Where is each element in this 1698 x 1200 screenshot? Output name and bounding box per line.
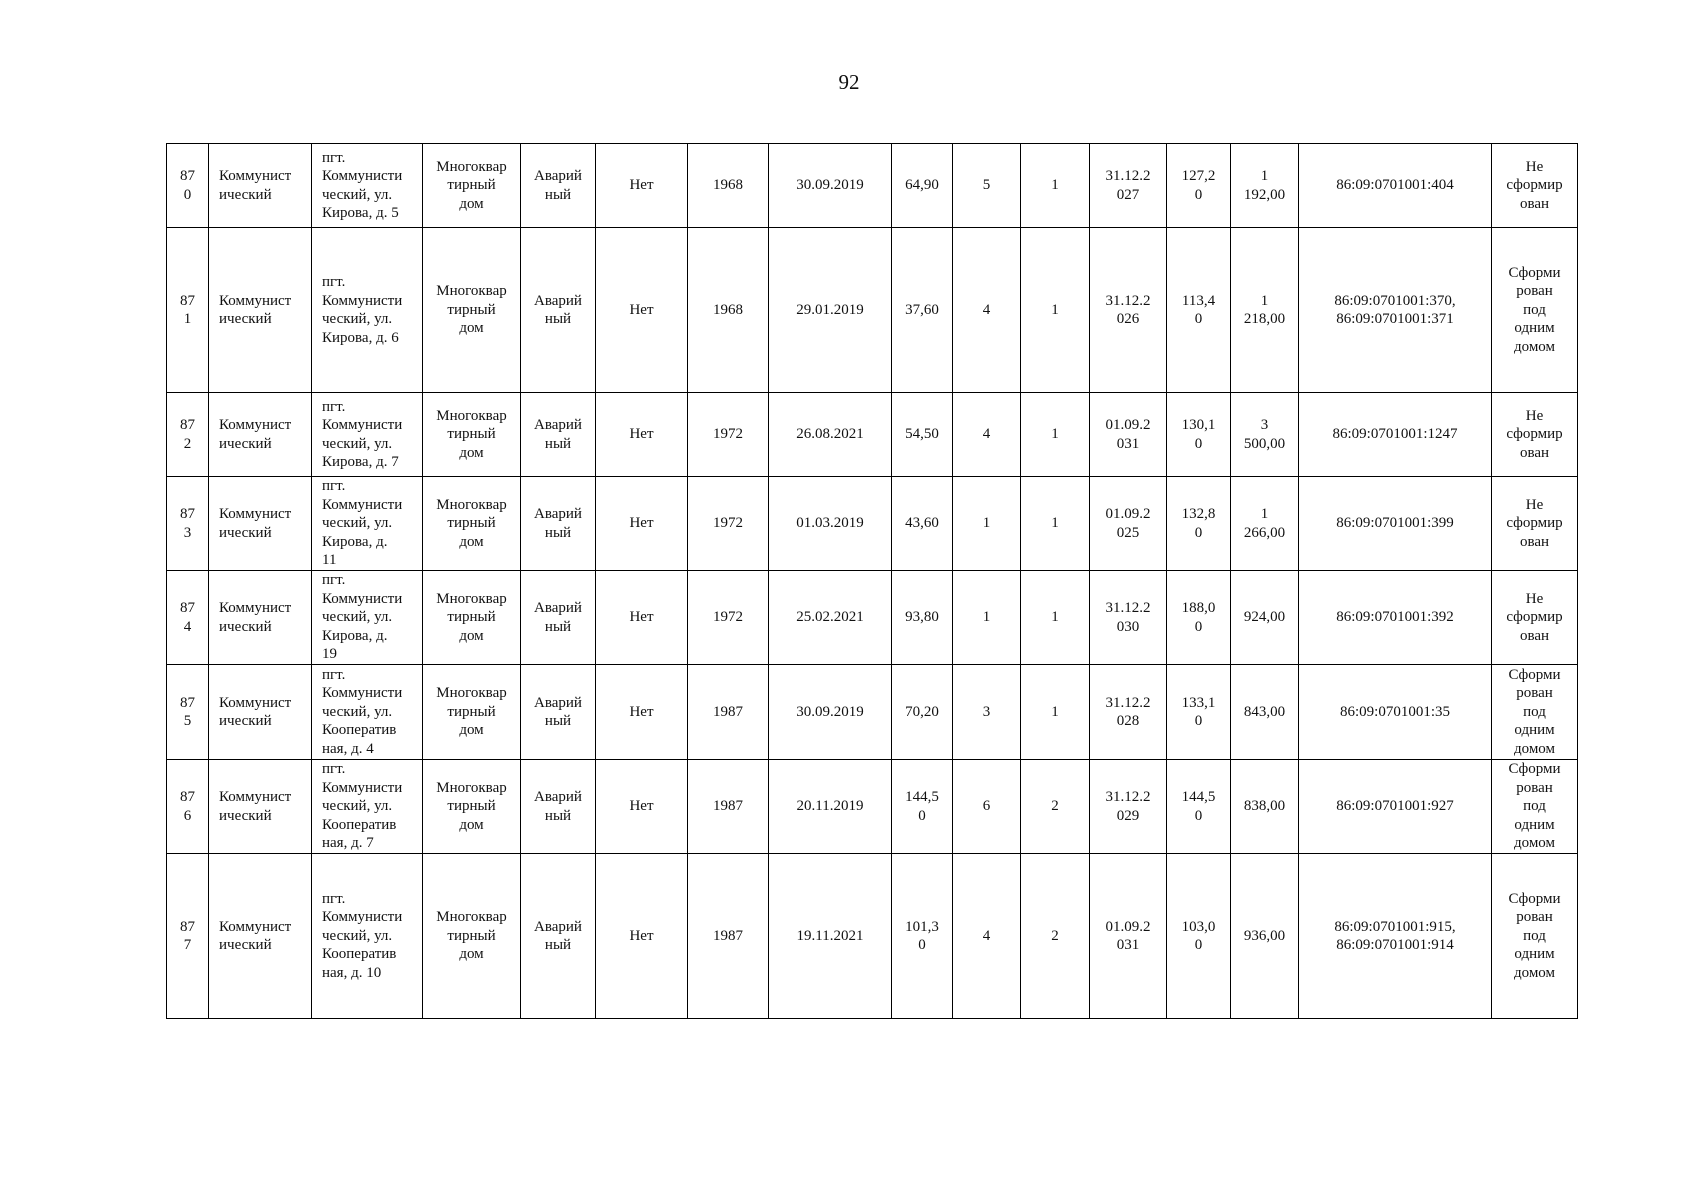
deadline-cell: 01.09.2 031 — [1090, 854, 1167, 1019]
cost-cell: 838,00 — [1231, 760, 1299, 854]
deadline-cell: 31.12.2 026 — [1090, 228, 1167, 393]
address-cell: пгт. Коммунисти ческий, ул. Кирова, д. 19 — [312, 571, 423, 665]
total-area-cell: 132,8 0 — [1167, 477, 1231, 571]
area-cell: 101,3 0 — [892, 854, 953, 1019]
municipality-cell: Коммунист ический — [209, 393, 312, 477]
land-status-cell: Не сформир ован — [1492, 144, 1578, 228]
year-cell: 1972 — [688, 571, 769, 665]
building-type-cell: Многоквар тирный дом — [423, 760, 521, 854]
residents-cell: 6 — [953, 760, 1021, 854]
date-cell: 30.09.2019 — [769, 665, 892, 760]
condition-cell: Аварий ный — [521, 571, 596, 665]
cost-cell: 1 192,00 — [1231, 144, 1299, 228]
count-cell: 1 — [1021, 144, 1090, 228]
land-status-cell: Сформи рован под одним домом — [1492, 228, 1578, 393]
row-number-cell: 87 0 — [167, 144, 209, 228]
building-type-cell: Многоквар тирный дом — [423, 228, 521, 393]
municipality-cell: Коммунист ический — [209, 571, 312, 665]
address-cell: пгт. Коммунисти ческий, ул. Кооператив ная, д. 7 — [312, 760, 423, 854]
condition-cell: Аварий ный — [521, 854, 596, 1019]
year-cell: 1972 — [688, 393, 769, 477]
building-type-cell: Многоквар тирный дом — [423, 144, 521, 228]
flag-cell: Нет — [596, 571, 688, 665]
address-cell: пгт. Коммунисти ческий, ул. Кирова, д. 11 — [312, 477, 423, 571]
area-cell: 93,80 — [892, 571, 953, 665]
year-cell: 1987 — [688, 760, 769, 854]
date-cell: 20.11.2019 — [769, 760, 892, 854]
flag-cell: Нет — [596, 228, 688, 393]
row-number-cell: 87 2 — [167, 393, 209, 477]
area-cell: 37,60 — [892, 228, 953, 393]
address-cell: пгт. Коммунисти ческий, ул. Кирова, д. 7 — [312, 393, 423, 477]
table-row — [167, 760, 1578, 854]
flag-cell: Нет — [596, 477, 688, 571]
deadline-cell: 31.12.2 030 — [1090, 571, 1167, 665]
deadline-cell: 01.09.2 031 — [1090, 393, 1167, 477]
residents-cell: 4 — [953, 393, 1021, 477]
cost-cell: 1 218,00 — [1231, 228, 1299, 393]
building-type-cell: Многоквар тирный дом — [423, 854, 521, 1019]
condition-cell: Аварий ный — [521, 477, 596, 571]
flag-cell: Нет — [596, 760, 688, 854]
count-cell: 2 — [1021, 854, 1090, 1019]
table-row — [167, 571, 1578, 665]
housing-registry-table — [166, 143, 1578, 1019]
cadastral-number-cell: 86:09:0701001:404 — [1299, 144, 1492, 228]
condition-cell: Аварий ный — [521, 393, 596, 477]
cost-cell: 3 500,00 — [1231, 393, 1299, 477]
land-status-cell: Сформи рован под одним домом — [1492, 665, 1578, 760]
deadline-cell: 31.12.2 028 — [1090, 665, 1167, 760]
cadastral-number-cell: 86:09:0701001:915, 86:09:0701001:914 — [1299, 854, 1492, 1019]
year-cell: 1972 — [688, 477, 769, 571]
municipality-cell: Коммунист ический — [209, 477, 312, 571]
count-cell: 2 — [1021, 760, 1090, 854]
date-cell: 29.01.2019 — [769, 228, 892, 393]
cadastral-number-cell: 86:09:0701001:35 — [1299, 665, 1492, 760]
total-area-cell: 130,1 0 — [1167, 393, 1231, 477]
municipality-cell: Коммунист ический — [209, 665, 312, 760]
land-status-cell: Не сформир ован — [1492, 393, 1578, 477]
row-number-cell: 87 6 — [167, 760, 209, 854]
building-type-cell: Многоквар тирный дом — [423, 571, 521, 665]
total-area-cell: 127,2 0 — [1167, 144, 1231, 228]
flag-cell: Нет — [596, 144, 688, 228]
condition-cell: Аварий ный — [521, 144, 596, 228]
row-number-cell: 87 4 — [167, 571, 209, 665]
count-cell: 1 — [1021, 477, 1090, 571]
total-area-cell: 133,1 0 — [1167, 665, 1231, 760]
count-cell: 1 — [1021, 571, 1090, 665]
count-cell: 1 — [1021, 228, 1090, 393]
residents-cell: 1 — [953, 571, 1021, 665]
municipality-cell: Коммунист ический — [209, 228, 312, 393]
cadastral-number-cell: 86:09:0701001:1247 — [1299, 393, 1492, 477]
cost-cell: 1 266,00 — [1231, 477, 1299, 571]
row-number-cell: 87 1 — [167, 228, 209, 393]
flag-cell: Нет — [596, 393, 688, 477]
total-area-cell: 144,5 0 — [1167, 760, 1231, 854]
building-type-cell: Многоквар тирный дом — [423, 477, 521, 571]
residents-cell: 5 — [953, 144, 1021, 228]
table-row — [167, 228, 1578, 393]
building-type-cell: Многоквар тирный дом — [423, 665, 521, 760]
year-cell: 1987 — [688, 854, 769, 1019]
row-number-cell: 87 3 — [167, 477, 209, 571]
land-status-cell: Сформи рован под одним домом — [1492, 854, 1578, 1019]
land-status-cell: Не сформир ован — [1492, 477, 1578, 571]
table-row — [167, 665, 1578, 760]
count-cell: 1 — [1021, 393, 1090, 477]
year-cell: 1987 — [688, 665, 769, 760]
date-cell: 30.09.2019 — [769, 144, 892, 228]
residents-cell: 3 — [953, 665, 1021, 760]
total-area-cell: 188,0 0 — [1167, 571, 1231, 665]
flag-cell: Нет — [596, 665, 688, 760]
deadline-cell: 31.12.2 027 — [1090, 144, 1167, 228]
address-cell: пгт. Коммунисти ческий, ул. Кирова, д. 6 — [312, 228, 423, 393]
address-cell: пгт. Коммунисти ческий, ул. Кооператив ная, д. 4 — [312, 665, 423, 760]
table-body — [167, 144, 1578, 1019]
area-cell: 70,20 — [892, 665, 953, 760]
flag-cell: Нет — [596, 854, 688, 1019]
year-cell: 1968 — [688, 144, 769, 228]
year-cell: 1968 — [688, 228, 769, 393]
cadastral-number-cell: 86:09:0701001:392 — [1299, 571, 1492, 665]
residents-cell: 4 — [953, 228, 1021, 393]
date-cell: 19.11.2021 — [769, 854, 892, 1019]
address-cell: пгт. Коммунисти ческий, ул. Кооператив ная, д. 10 — [312, 854, 423, 1019]
area-cell: 43,60 — [892, 477, 953, 571]
page-number: 92 — [838, 70, 860, 94]
date-cell: 01.03.2019 — [769, 477, 892, 571]
residents-cell: 1 — [953, 477, 1021, 571]
area-cell: 64,90 — [892, 144, 953, 228]
deadline-cell: 31.12.2 029 — [1090, 760, 1167, 854]
table-row — [167, 854, 1578, 1019]
municipality-cell: Коммунист ический — [209, 854, 312, 1019]
table-row — [167, 393, 1578, 477]
residents-cell: 4 — [953, 854, 1021, 1019]
condition-cell: Аварий ный — [521, 760, 596, 854]
row-number-cell: 87 5 — [167, 665, 209, 760]
cost-cell: 924,00 — [1231, 571, 1299, 665]
municipality-cell: Коммунист ический — [209, 144, 312, 228]
land-status-cell: Не сформир ован — [1492, 571, 1578, 665]
count-cell: 1 — [1021, 665, 1090, 760]
total-area-cell: 103,0 0 — [1167, 854, 1231, 1019]
address-cell: пгт. Коммунисти ческий, ул. Кирова, д. 5 — [312, 144, 423, 228]
row-number-cell: 87 7 — [167, 854, 209, 1019]
cadastral-number-cell: 86:09:0701001:370, 86:09:0701001:371 — [1299, 228, 1492, 393]
condition-cell: Аварий ный — [521, 228, 596, 393]
condition-cell: Аварий ный — [521, 665, 596, 760]
cadastral-number-cell: 86:09:0701001:399 — [1299, 477, 1492, 571]
table-row — [167, 144, 1578, 228]
land-status-cell: Сформи рован под одним домом — [1492, 760, 1578, 854]
building-type-cell: Многоквар тирный дом — [423, 393, 521, 477]
date-cell: 25.02.2021 — [769, 571, 892, 665]
date-cell: 26.08.2021 — [769, 393, 892, 477]
area-cell: 144,5 0 — [892, 760, 953, 854]
deadline-cell: 01.09.2 025 — [1090, 477, 1167, 571]
cost-cell: 936,00 — [1231, 854, 1299, 1019]
total-area-cell: 113,4 0 — [1167, 228, 1231, 393]
cadastral-number-cell: 86:09:0701001:927 — [1299, 760, 1492, 854]
municipality-cell: Коммунист ический — [209, 760, 312, 854]
area-cell: 54,50 — [892, 393, 953, 477]
cost-cell: 843,00 — [1231, 665, 1299, 760]
table-row — [167, 477, 1578, 571]
